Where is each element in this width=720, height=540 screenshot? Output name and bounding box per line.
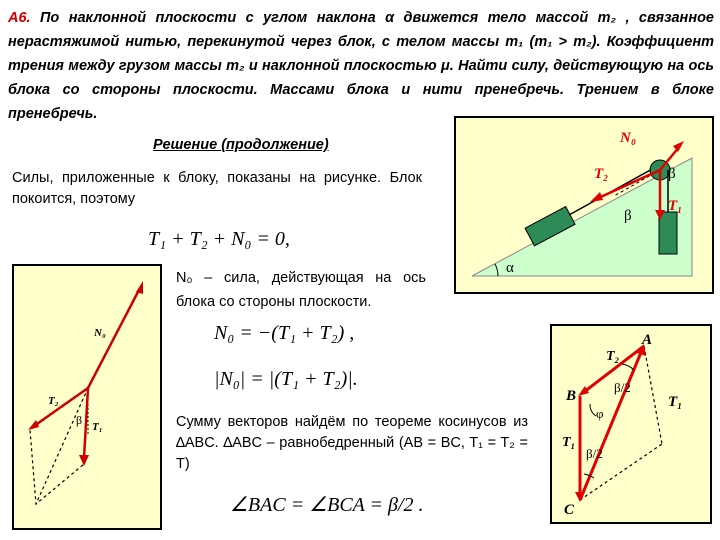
- problem-text: По наклонной плоскости с углом наклона α движется тело массой m₂ , связанное нерастяжимой нитью, перекинутой через блок, с телом массы m₁ (m₁ > m₂). Коэффициент трения между грузом массы m₂ и наклонной плоскостью μ. Найти силу, действующую на ось блока со стороны плоскости. Массами блока и нити пренебречь. Трением в блоке пренебречь.: [8, 10, 714, 122]
- t1-label-right: T₁: [668, 394, 683, 410]
- equation-n0-magnitude: |N₀| = |(T₁ + T₂)|.: [214, 368, 358, 390]
- vertex-b: B: [566, 388, 577, 404]
- problem-statement: [8, 6, 714, 126]
- vertex-c: C: [564, 502, 575, 518]
- solution-heading: Решение (продолжение): [153, 137, 329, 153]
- equation-sum-forces-text: T₁ + T₂ + N₀ = 0,: [148, 228, 290, 250]
- n0-text: N₀ – сила, действующая на ось блока со стороны плоскости.: [176, 270, 426, 310]
- t2-label: T₂: [594, 166, 609, 182]
- beta-half-bottom: β/2: [586, 446, 603, 461]
- figure-force-parallelogram: [12, 264, 162, 530]
- block-m1: [659, 212, 677, 254]
- t1-label: T₁: [668, 198, 683, 214]
- beta-half-top: β/2: [614, 380, 631, 395]
- figure-inclined-plane: [454, 116, 714, 294]
- equation-angles: ∠BAC = ∠BCA = β/2 .: [230, 494, 424, 516]
- equation-sum-forces: [148, 228, 290, 251]
- n0-label: N₀: [620, 130, 637, 146]
- intro-text: Силы, приложенные к блоку, показаны на рисунке. Блок покоится, поэтому: [12, 170, 422, 207]
- alpha-label: α: [506, 260, 514, 276]
- equation-n0: N₀ = −(T₁ + T₂) ,: [214, 322, 355, 344]
- figure-triangle-abc: [550, 324, 712, 524]
- cosine-text: Сумму векторов найдём по теореме косинусов из ∆ABC. ∆ABC – равнобедренный (AB = BC, T₁ = T₂ = T): [176, 414, 528, 472]
- n0-label-left: N₀: [94, 327, 106, 339]
- t2-label-right: T₂: [606, 349, 620, 364]
- phi-label: φ: [596, 406, 604, 421]
- t1-label-left: T₁: [92, 421, 103, 433]
- beta-label-left: β: [76, 413, 83, 427]
- t1-label-bc: T₁: [562, 435, 576, 450]
- t2-label-left: T₂: [48, 395, 59, 407]
- vertex-a: A: [642, 332, 653, 348]
- problem-number: А6.: [8, 10, 31, 26]
- beta-label-pulley: β: [668, 166, 676, 182]
- beta-label-inner: β: [624, 208, 632, 224]
